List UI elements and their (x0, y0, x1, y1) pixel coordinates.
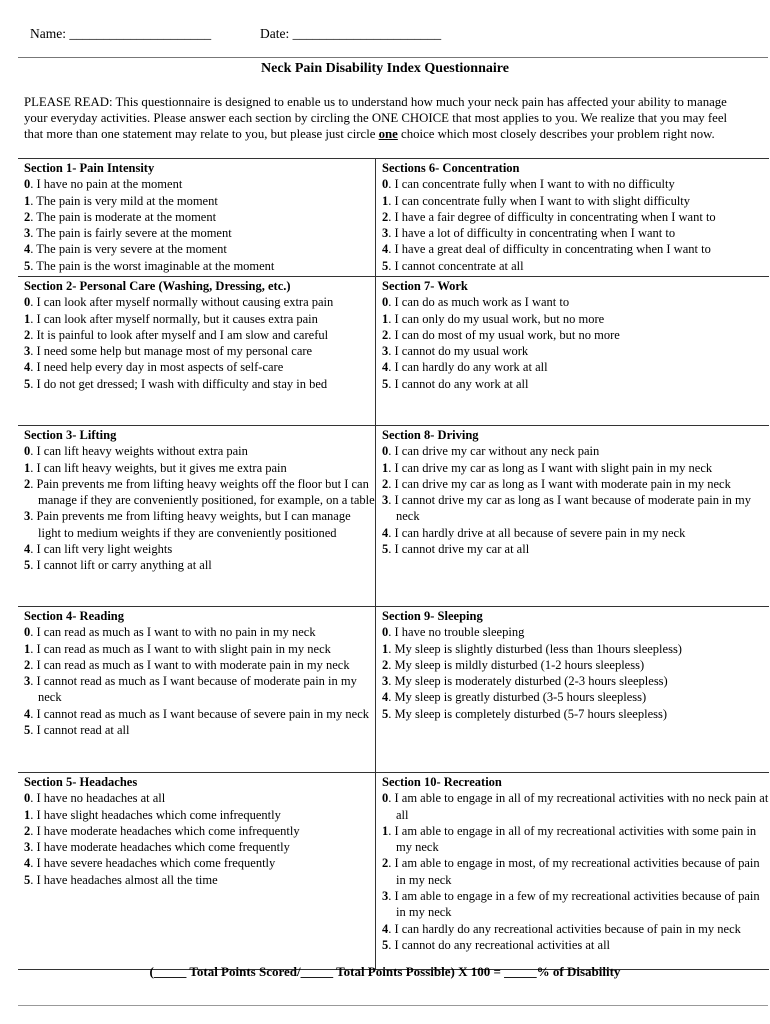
answer-option[interactable] (24, 557, 375, 573)
option-text: . I can read as much as I want to with no pain in my neck (30, 625, 316, 640)
section-cell (376, 426, 769, 606)
section-title: Section 4- Reading (24, 609, 124, 623)
option-number: 3 (24, 840, 31, 855)
option-text: . I can lift heavy weights without extra pain (30, 444, 248, 459)
section-title: Section 2- Personal Care (Washing, Dressing, etc.) (24, 279, 291, 293)
option-number: 4 (382, 360, 389, 375)
option-text: . I cannot lift or carry anything at all (30, 558, 212, 573)
option-text: . I can drive my car as long as I want with slight pain in my neck (388, 460, 713, 475)
answer-option[interactable] (24, 706, 375, 722)
option-number: 5 (24, 258, 31, 273)
option-text: . I can only do my usual work, but no more (388, 311, 605, 326)
option-number: 2 (382, 657, 389, 672)
answer-option[interactable] (24, 657, 375, 673)
option-text: . I have moderate headaches which come infrequently (30, 823, 300, 838)
option-number: 4 (24, 706, 31, 721)
option-text: . I have no headaches at all (30, 791, 166, 806)
option-number: 1 (24, 641, 31, 656)
answer-option[interactable] (382, 937, 769, 953)
instructions-emphasis: one (378, 127, 398, 141)
option-text: . I can do as much work as I want to (388, 295, 570, 310)
answer-option[interactable] (24, 872, 375, 888)
option-number: 5 (24, 872, 31, 887)
option-number: 1 (24, 311, 31, 326)
option-text: . I cannot read as much as I want because of severe pain in my neck (30, 706, 370, 721)
name-field[interactable]: Name: _____________________ (30, 26, 212, 41)
option-text: . The pain is the worst imaginable at the moment (30, 258, 275, 273)
option-text: . I have no pain at the moment (30, 177, 183, 192)
answer-option[interactable] (382, 193, 769, 209)
option-number: 5 (382, 542, 389, 557)
section-cell (376, 277, 769, 425)
answer-option[interactable] (24, 193, 375, 209)
option-text: . I can drive my car as long as I want with moderate pain in my neck (388, 476, 731, 491)
option-text: . My sleep is slightly disturbed (less than 1hours sleepless) (388, 641, 682, 656)
answer-option[interactable] (24, 376, 375, 392)
section-title: Section 1- Pain Intensity (24, 161, 155, 175)
option-number: 0 (382, 177, 389, 192)
answer-option[interactable] (382, 673, 769, 689)
table-row (18, 159, 769, 277)
option-number: 5 (24, 723, 31, 738)
option-number: 0 (24, 791, 31, 806)
option-text: . The pain is moderate at the moment (30, 209, 217, 224)
answer-option[interactable] (382, 541, 769, 557)
option-number: 5 (382, 376, 389, 391)
option-text: . My sleep is moderately disturbed (2-3 hours sleepless) (388, 674, 668, 689)
answer-option[interactable] (382, 492, 769, 525)
option-number: 3 (24, 509, 31, 524)
answer-option[interactable] (24, 508, 375, 541)
option-number: 1 (382, 460, 389, 475)
option-number: 4 (24, 856, 31, 871)
option-text: . I can do most of my usual work, but no more (388, 327, 620, 342)
option-text: . It is painful to look after myself and I am slow and careful (30, 327, 329, 342)
option-text: . I cannot read at all (30, 723, 130, 738)
option-number: 2 (24, 209, 31, 224)
section-title: Section 3- Lifting (24, 428, 117, 442)
instructions (24, 94, 746, 142)
instructions-text-a: PLEASE READ: This questionnaire is designed to enable us to understand how much your neck pain has affected your ability to manage your everyday activities. Please answer each section by circling the ONE CHOICE that most applies to you. We realize that you may feel that more than one statement may relate to you, but please just circle (24, 95, 728, 141)
answer-option[interactable] (24, 359, 375, 375)
option-number: 4 (24, 360, 31, 375)
option-number: 4 (382, 242, 389, 257)
answer-option[interactable] (24, 311, 375, 327)
footer-divider (18, 1005, 768, 1006)
answer-option[interactable] (24, 209, 375, 225)
option-number: 3 (24, 344, 31, 359)
form-header (30, 26, 442, 42)
header-divider (18, 57, 768, 58)
answer-option[interactable] (24, 258, 375, 274)
answer-option[interactable] (24, 722, 375, 738)
instructions-text-b: choice which most closely describes your problem right now. (397, 127, 715, 141)
option-text: . I cannot do any recreational activities at all (388, 937, 611, 952)
option-number: 2 (24, 476, 31, 491)
section-cell (18, 426, 376, 606)
option-number: 3 (382, 344, 389, 359)
option-text: . I have a lot of difficulty in concentrating when I want to (388, 226, 676, 241)
option-text: . I can hardly drive at all because of severe pain in my neck (388, 525, 686, 540)
table-row (18, 277, 769, 426)
answer-option[interactable] (382, 327, 769, 343)
answer-option[interactable] (382, 855, 769, 888)
option-text: . I am able to engage in a few of my recreational activities because of pain in my neck (388, 889, 760, 920)
option-number: 1 (382, 641, 389, 656)
answer-option[interactable] (24, 327, 375, 343)
option-number: 5 (24, 558, 31, 573)
answer-option[interactable] (382, 294, 769, 310)
option-text: . Pain prevents me from lifting heavy weights, but I can manage light to medium weights if they are conveniently positioned (30, 509, 351, 540)
answer-option[interactable] (382, 689, 769, 705)
option-text: . I can look after myself normally without causing extra pain (30, 295, 334, 310)
option-number: 2 (382, 209, 389, 224)
option-text: . My sleep is mildly disturbed (1-2 hours sleepless) (388, 657, 645, 672)
option-text: . I cannot drive my car at all (388, 542, 530, 557)
section-cell (18, 607, 376, 772)
table-row (18, 607, 769, 773)
option-number: 3 (24, 226, 31, 241)
option-text: . I cannot drive my car as long as I want because of moderate pain in my neck (388, 493, 751, 524)
option-text: . I am able to engage in most, of my recreational activities because of pain in my neck (388, 856, 760, 887)
answer-option[interactable] (382, 790, 769, 823)
section-title: Section 5- Headaches (24, 775, 138, 789)
option-text: . I am able to engage in all of my recreational activities with some pain in my neck (388, 823, 757, 855)
option-text: . I can read as much as I want to with slight pain in my neck (30, 641, 331, 656)
option-number: 2 (24, 657, 31, 672)
section-cell (18, 773, 376, 969)
answer-option[interactable] (24, 294, 375, 310)
option-number: 2 (382, 327, 389, 342)
option-text: . I have a fair degree of difficulty in concentrating when I want to (388, 209, 716, 224)
section-title: Section 7- Work (382, 279, 468, 293)
section-title: Section 8- Driving (382, 428, 479, 442)
answer-option[interactable] (382, 460, 769, 476)
option-number: 3 (382, 674, 389, 689)
answer-option[interactable] (382, 823, 769, 856)
answer-option[interactable] (382, 176, 769, 192)
option-number: 5 (382, 706, 389, 721)
answer-option[interactable] (24, 807, 375, 823)
option-number: 1 (382, 311, 389, 326)
answer-option[interactable] (24, 839, 375, 855)
answer-option[interactable] (24, 673, 375, 706)
option-number: 0 (24, 444, 31, 459)
option-number: 4 (24, 242, 31, 257)
option-number: 3 (382, 226, 389, 241)
section-cell (376, 773, 769, 969)
option-text: . I cannot concentrate at all (388, 258, 524, 273)
option-number: 2 (382, 476, 389, 491)
option-number: 2 (24, 823, 31, 838)
option-text: . The pain is very mild at the moment (30, 193, 218, 208)
option-number: 0 (382, 791, 389, 806)
option-text: . The pain is fairly severe at the moment (30, 226, 232, 241)
answer-option[interactable] (382, 641, 769, 657)
answer-option[interactable] (24, 443, 375, 459)
questionnaire-table (18, 158, 769, 970)
score-formula[interactable]: (_____ Total Points Scored/_____ Total Points Possible) X 100 = _____% of Disability (149, 964, 621, 979)
section-cell (18, 159, 376, 276)
option-number: 0 (24, 177, 31, 192)
option-text: . The pain is very severe at the moment (30, 242, 227, 257)
option-text: . I have moderate headaches which come frequently (30, 840, 290, 855)
option-text: . I am able to engage in all of my recreational activities with no neck pain at all (388, 791, 769, 822)
option-text: . I can lift heavy weights, but it gives me extra pain (30, 460, 287, 475)
answer-option[interactable] (382, 311, 769, 327)
option-text: . I have slight headaches which come infrequently (30, 807, 281, 822)
option-number: 1 (24, 807, 31, 822)
option-number: 5 (24, 376, 31, 391)
option-text: . I cannot read as much as I want because of moderate pain in my neck (30, 674, 357, 705)
answer-option[interactable] (382, 525, 769, 541)
answer-option[interactable] (382, 476, 769, 492)
answer-option[interactable] (382, 706, 769, 722)
option-text: . Pain prevents me from lifting heavy weights off the floor but I can manage if they are conveniently positioned, for example, on a table (30, 476, 375, 508)
answer-option[interactable] (382, 209, 769, 225)
option-number: 1 (382, 193, 389, 208)
option-number: 5 (382, 258, 389, 273)
option-text: . My sleep is completely disturbed (5-7 hours sleepless) (388, 706, 668, 721)
option-text: . I can concentrate fully when I want to with slight difficulty (388, 193, 691, 208)
date-field[interactable]: Date: ______________________ (260, 26, 442, 41)
answer-option[interactable] (24, 225, 375, 241)
option-text: . My sleep is greatly disturbed (3-5 hours sleepless) (388, 690, 647, 705)
option-number: 0 (24, 295, 31, 310)
answer-option[interactable] (382, 359, 769, 375)
section-cell (376, 159, 769, 276)
page-title: Neck Pain Disability Index Questionnaire (261, 61, 509, 76)
option-number: 3 (382, 889, 389, 904)
option-number: 1 (24, 460, 31, 475)
answer-option[interactable] (382, 624, 769, 640)
option-text: . I have a great deal of difficulty in concentrating when I want to (388, 242, 711, 257)
option-number: 4 (382, 690, 389, 705)
answer-option[interactable] (382, 921, 769, 937)
option-number: 4 (382, 525, 389, 540)
table-row (18, 426, 769, 607)
answer-option[interactable] (24, 176, 375, 192)
answer-option[interactable] (24, 823, 375, 839)
answer-option[interactable] (24, 790, 375, 806)
option-text: . I can lift very light weights (30, 542, 173, 557)
option-text: . I can hardly do any recreational activities because of pain in my neck (388, 921, 741, 936)
answer-option[interactable] (382, 241, 769, 257)
option-text: . I need help every day in most aspects of self-care (30, 360, 284, 375)
option-number: 5 (382, 937, 389, 952)
option-text: . I can concentrate fully when I want to with no difficulty (388, 177, 675, 192)
section-title: Section 10- Recreation (382, 775, 502, 789)
option-text: . I can look after myself normally, but it causes extra pain (30, 311, 318, 326)
answer-option[interactable] (24, 241, 375, 257)
option-number: 2 (24, 327, 31, 342)
option-text: . I have no trouble sleeping (388, 625, 525, 640)
option-text: . I can drive my car without any neck pain (388, 444, 600, 459)
answer-option[interactable] (382, 443, 769, 459)
answer-option[interactable] (382, 376, 769, 392)
section-cell (18, 277, 376, 425)
answer-option[interactable] (24, 641, 375, 657)
option-number: 1 (24, 193, 31, 208)
option-text: . I have severe headaches which come frequently (30, 856, 276, 871)
answer-option[interactable] (24, 624, 375, 640)
answer-option[interactable] (382, 888, 769, 921)
answer-option[interactable] (24, 855, 375, 871)
section-title: Sections 6- Concentration (382, 161, 520, 175)
option-text: . I need some help but manage most of my personal care (30, 344, 313, 359)
option-number: 4 (24, 542, 31, 557)
option-text: . I have headaches almost all the time (30, 872, 218, 887)
section-cell (376, 607, 769, 772)
answer-option[interactable] (382, 343, 769, 359)
option-number: 0 (382, 295, 389, 310)
option-number: 0 (382, 625, 389, 640)
answer-option[interactable] (24, 460, 375, 476)
option-text: . I cannot do any work at all (388, 376, 529, 391)
answer-option[interactable] (382, 225, 769, 241)
table-row (18, 773, 769, 969)
option-number: 0 (382, 444, 389, 459)
option-number: 1 (382, 823, 389, 838)
option-text: . I do not get dressed; I wash with difficulty and stay in bed (30, 376, 328, 391)
option-number: 2 (382, 856, 389, 871)
option-number: 4 (382, 921, 389, 936)
option-text: . I can hardly do any work at all (388, 360, 548, 375)
answer-option[interactable] (24, 541, 375, 557)
option-number: 3 (382, 493, 389, 508)
answer-option[interactable] (24, 476, 375, 509)
option-text: . I can read as much as I want to with moderate pain in my neck (30, 657, 350, 672)
option-number: 3 (24, 674, 31, 689)
answer-option[interactable] (24, 343, 375, 359)
option-text: . I cannot do my usual work (388, 344, 529, 359)
answer-option[interactable] (382, 657, 769, 673)
section-title: Section 9- Sleeping (382, 609, 483, 623)
option-number: 0 (24, 625, 31, 640)
answer-option[interactable] (382, 258, 769, 274)
